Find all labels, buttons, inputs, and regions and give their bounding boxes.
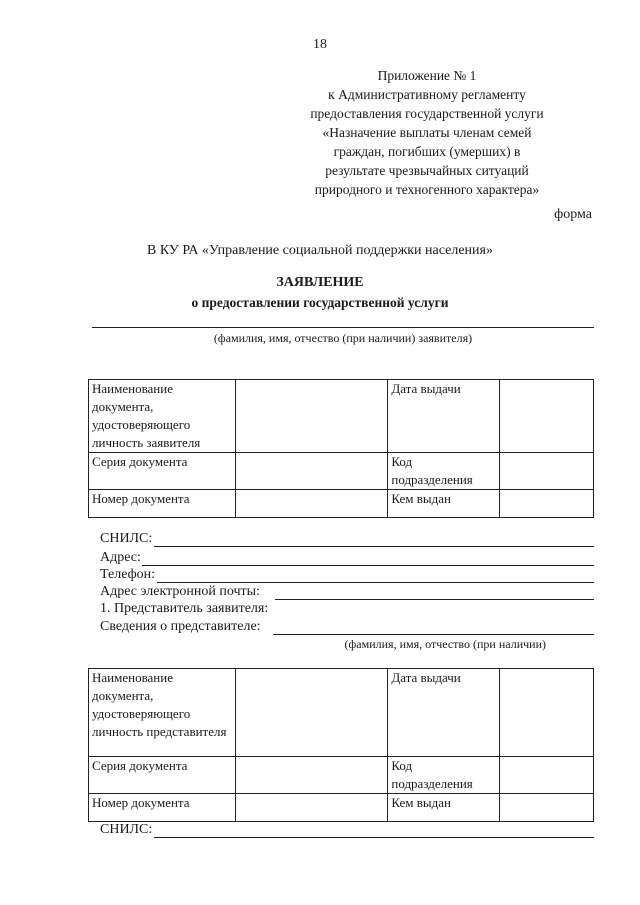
appendix-line: к Административному регламенту: [328, 87, 526, 102]
rep-doc-name-label: Наименование документа, удостоверяющего личность представителя: [89, 669, 236, 757]
appendix-line: результате чрезвычайных ситуаций: [325, 163, 529, 178]
issue-date-value[interactable]: [500, 380, 594, 453]
rep-doc-number-value[interactable]: [235, 794, 388, 822]
bottom-snils-line[interactable]: [154, 837, 594, 838]
address-line[interactable]: [142, 565, 594, 566]
rep-info-label: Сведения о представителе:: [100, 619, 261, 634]
appendix-line: Приложение № 1: [377, 68, 477, 83]
issue-date-label: Дата выдачи: [388, 380, 500, 453]
bottom-snils-label: СНИЛС:: [100, 822, 153, 837]
rep-issued-by-label: Кем выдан: [388, 794, 500, 822]
representative-heading: 1. Представитель заявителя:: [100, 601, 269, 616]
appendix-line: предоставления государственной услуги: [310, 106, 544, 121]
rep-division-code-label: Код подразделения: [388, 757, 500, 794]
phone-line[interactable]: [157, 582, 594, 583]
rep-doc-name-value[interactable]: [235, 669, 388, 757]
representative-document-table: [88, 668, 594, 822]
snils-label: СНИЛС:: [100, 531, 153, 546]
applicant-document-table: [88, 379, 594, 518]
email-label: Адрес электронной почты:: [100, 584, 260, 599]
issued-by-label: Кем выдан: [388, 490, 500, 518]
appendix-line: граждан, погибших (умерших) в: [333, 144, 521, 159]
doc-series-value[interactable]: [235, 453, 388, 490]
doc-series-label: Серия документа: [89, 453, 236, 490]
appendix-line: «Назначение выплаты членам семей: [322, 125, 532, 140]
document-subtitle: о предоставлении государственной услуги: [191, 295, 449, 310]
division-code-value[interactable]: [500, 453, 594, 490]
applicant-name-line[interactable]: [92, 327, 594, 328]
rep-info-line[interactable]: [273, 634, 594, 635]
doc-number-label: Номер документа: [89, 490, 236, 518]
email-line[interactable]: [275, 599, 594, 600]
rep-issue-date-value[interactable]: [500, 669, 594, 757]
doc-name-value[interactable]: [235, 380, 388, 453]
doc-number-value[interactable]: [235, 490, 388, 518]
addressee: В КУ РА «Управление социальной поддержки населения»: [147, 243, 493, 258]
rep-issue-date-label: Дата выдачи: [388, 669, 500, 757]
rep-name-caption: (фамилия, имя, отчество (при наличии): [344, 637, 546, 651]
rep-division-code-value[interactable]: [500, 757, 594, 794]
issued-by-value[interactable]: [500, 490, 594, 518]
form-label: форма: [554, 207, 592, 222]
rep-doc-number-label: Номер документа: [89, 794, 236, 822]
snils-line[interactable]: [154, 546, 594, 547]
rep-doc-series-value[interactable]: [235, 757, 388, 794]
page-number: 18: [313, 37, 327, 52]
appendix-line: природного и техногенного характера»: [314, 182, 540, 197]
rep-doc-series-label: Серия документа: [89, 757, 236, 794]
document-title: ЗАЯВЛЕНИЕ: [276, 275, 364, 290]
rep-issued-by-value[interactable]: [500, 794, 594, 822]
doc-name-label: Наименование документа, удостоверяющего личность заявителя: [89, 380, 236, 453]
applicant-name-caption: (фамилия, имя, отчество (при наличии) заявителя): [213, 331, 473, 345]
address-label: Адрес:: [100, 550, 141, 565]
appendix-block: [262, 66, 592, 199]
phone-label: Телефон:: [100, 567, 156, 582]
division-code-label: Код подразделения: [388, 453, 500, 490]
